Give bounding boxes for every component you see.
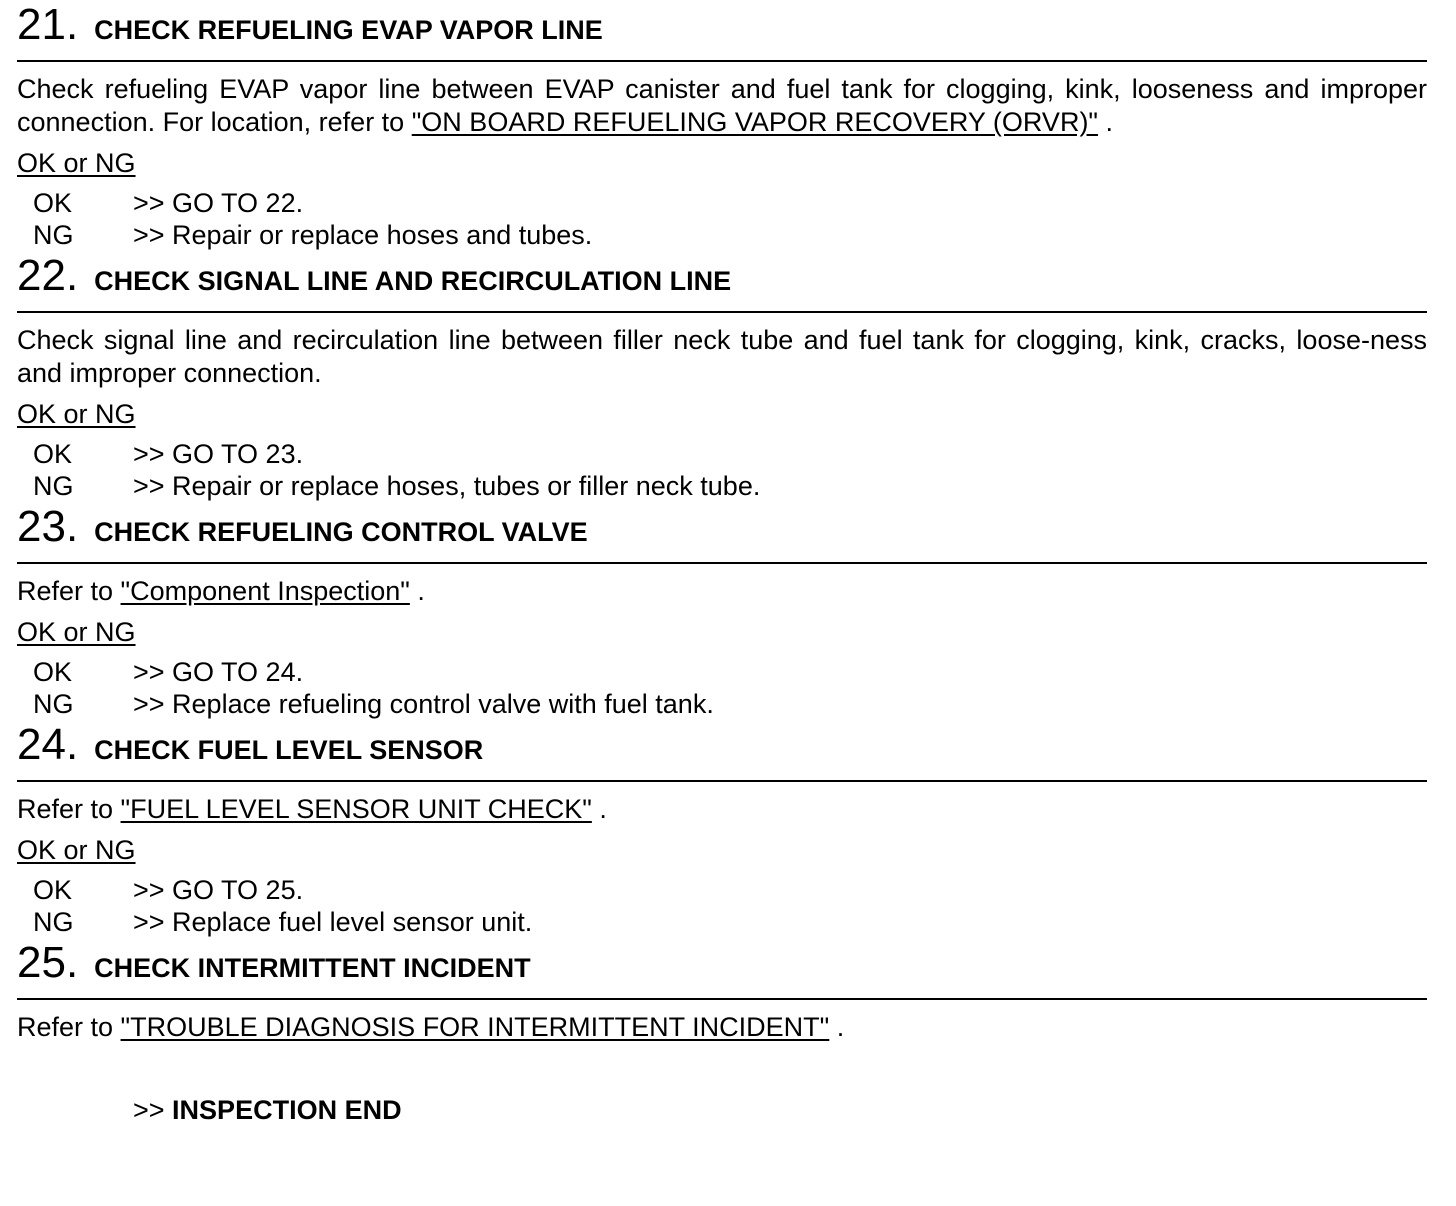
inspection-end-label: INSPECTION END — [172, 1095, 402, 1125]
step-body-text: Check refueling EVAP vapor line between EVAP canister and fuel tank for clogging, kink, looseness and improper connection. For location, refer to — [17, 74, 1427, 137]
step-23 — [17, 502, 1427, 720]
step-title: CHECK REFUELING EVAP VAPOR LINE — [94, 15, 603, 45]
step-header — [17, 251, 1427, 313]
step-body-suffix: . — [829, 1012, 845, 1042]
result-list — [17, 187, 1427, 251]
result-code: NG — [33, 689, 74, 719]
step-header — [17, 0, 1427, 62]
step-number: 25. — [17, 938, 79, 987]
step-body-text: Refer to — [17, 1012, 121, 1042]
step-22 — [17, 251, 1427, 502]
step-number: 22. — [17, 251, 79, 300]
step-header — [17, 720, 1427, 782]
inspection-end-prefix: >> — [133, 1095, 173, 1125]
step-body: Check signal line and recirculation line between filler neck tube and fuel tank for clogging, kink, cracks, loose-ness and improper connection. — [17, 325, 1427, 388]
step-number: 21. — [17, 0, 79, 49]
step-body-suffix: . — [409, 576, 425, 606]
result-ok — [17, 438, 1427, 470]
result-ok — [17, 187, 1427, 219]
step-21 — [17, 0, 1427, 251]
result-code: NG — [33, 907, 74, 937]
result-code: NG — [33, 220, 74, 250]
step-25 — [17, 938, 1427, 1044]
result-ng — [17, 906, 1427, 938]
result-ok — [17, 874, 1427, 906]
result-ng — [17, 688, 1427, 720]
step-title: CHECK INTERMITTENT INCIDENT — [94, 953, 531, 983]
ok-or-ng-heading: OK or NG — [17, 617, 136, 647]
step-header — [17, 938, 1427, 1000]
result-list — [17, 438, 1427, 502]
step-24 — [17, 720, 1427, 938]
reference-link[interactable]: "TROUBLE DIAGNOSIS FOR INTERMITTENT INCIDENT" — [120, 1012, 830, 1042]
reference-link[interactable]: "Component Inspection" — [120, 576, 410, 606]
document-page — [17, 0, 1427, 1126]
result-action: >> Replace refueling control valve with fuel tank. — [133, 689, 714, 719]
step-number: 24. — [17, 720, 79, 769]
result-code: OK — [33, 875, 73, 905]
result-code: NG — [33, 471, 74, 501]
step-title: CHECK FUEL LEVEL SENSOR — [94, 735, 484, 765]
step-body-suffix: . — [591, 794, 607, 824]
ok-or-ng-heading: OK or NG — [17, 148, 136, 178]
result-code: OK — [33, 439, 73, 469]
result-ng — [17, 470, 1427, 502]
inspection-end — [17, 1094, 1427, 1126]
reference-link[interactable]: "ON BOARD REFUELING VAPOR RECOVERY (ORVR)" — [411, 107, 1099, 137]
step-body-text: Refer to — [17, 794, 121, 824]
result-action: >> Replace fuel level sensor unit. — [133, 907, 533, 937]
step-number: 23. — [17, 502, 79, 551]
result-action: >> GO TO 23. — [133, 439, 304, 469]
result-action: >> Repair or replace hoses and tubes. — [133, 220, 593, 250]
step-body-text: Refer to — [17, 576, 121, 606]
step-title: CHECK REFUELING CONTROL VALVE — [94, 517, 588, 547]
result-action: >> Repair or replace hoses, tubes or filler neck tube. — [133, 471, 761, 501]
result-ok — [17, 656, 1427, 688]
result-code: OK — [33, 657, 73, 687]
reference-link[interactable]: "FUEL LEVEL SENSOR UNIT CHECK" — [120, 794, 592, 824]
step-title: CHECK SIGNAL LINE AND RECIRCULATION LINE — [94, 266, 732, 296]
step-body — [17, 793, 1427, 826]
ok-or-ng-heading: OK or NG — [17, 835, 136, 865]
step-body — [17, 575, 1427, 608]
step-body — [17, 73, 1427, 139]
step-body-suffix: . — [1098, 107, 1114, 137]
step-body — [17, 1011, 1427, 1044]
step-header — [17, 502, 1427, 564]
result-code: OK — [33, 188, 73, 218]
ok-or-ng-heading: OK or NG — [17, 399, 136, 429]
result-list — [17, 656, 1427, 720]
result-action: >> GO TO 22. — [133, 188, 304, 218]
result-ng — [17, 219, 1427, 251]
result-action: >> GO TO 24. — [133, 657, 304, 687]
result-list — [17, 874, 1427, 938]
result-action: >> GO TO 25. — [133, 875, 304, 905]
